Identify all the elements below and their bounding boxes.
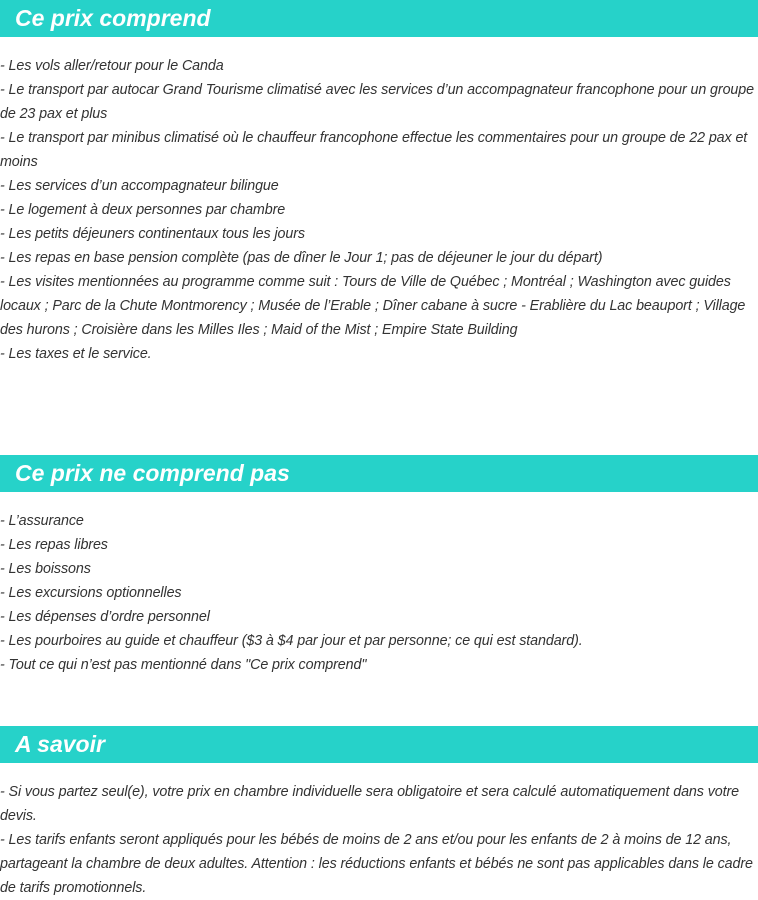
excludes-item: - L’assurance [0, 513, 84, 529]
includes-title: Ce prix comprend [15, 5, 211, 31]
excludes-list [0, 509, 758, 677]
excludes-item: - Les pourboires au guide et chauffeur ($3 à $4 par jour et par personne; ce qui est standard). [0, 633, 583, 649]
notes-item: - Si vous partez seul(e), votre prix en chambre individuelle sera obligatoire et sera calculé automatiquement dans votre devis. [0, 784, 739, 824]
includes-item: - Les services d’un accompagnateur bilingue [0, 178, 279, 194]
includes-list [0, 54, 758, 366]
includes-item: - Les taxes et le service. [0, 346, 152, 362]
includes-item: - Le transport par minibus climatisé où le chauffeur francophone effectue les commentaires pour un groupe de 22 pax et moins [0, 130, 748, 170]
notes-list [0, 780, 758, 900]
includes-header [0, 0, 758, 37]
excludes-item: - Les repas libres [0, 537, 108, 553]
includes-item: - Les visites mentionnées au programme comme suit : Tours de Ville de Québec ; Montréal ; Washington avec guides locaux ; Parc de la Chute Montmorency ; Musée de l’Erable ; Dîner cabane à sucre - Erablière du Lac beauport ; Village des hurons ; Croisière dans les Milles Iles ; Maid of the Mist ; Empire State Building [0, 274, 746, 338]
notes-header [0, 726, 758, 763]
excludes-item: - Tout ce qui n’est pas mentionné dans "Ce prix comprend" [0, 657, 367, 673]
excludes-title: Ce prix ne comprend pas [15, 460, 290, 486]
excludes-item: - Les dépenses d’ordre personnel [0, 609, 210, 625]
includes-item: - Le logement à deux personnes par chambre [0, 202, 286, 218]
excludes-item: - Les boissons [0, 561, 91, 577]
includes-item: - Les vols aller/retour pour le Canda [0, 58, 224, 74]
notes-title: A savoir [15, 731, 105, 757]
includes-item: - Les repas en base pension complète (pas de dîner le Jour 1; pas de déjeuner le jour du départ) [0, 250, 603, 266]
notes-item: - Les tarifs enfants seront appliqués pour les bébés de moins de 2 ans et/ou pour les enfants de 2 à moins de 12 ans, partageant la chambre de deux adultes. Attention : les réductions enfants et bébés ne sont pas applicables dans le cadre de tarifs promotionnels. [0, 832, 753, 896]
excludes-item: - Les excursions optionnelles [0, 585, 182, 601]
includes-item: - Les petits déjeuners continentaux tous les jours [0, 226, 305, 242]
excludes-header [0, 455, 758, 492]
includes-item: - Le transport par autocar Grand Tourisme climatisé avec les services d’un accompagnateur francophone pour un groupe de 23 pax et plus [0, 82, 754, 122]
